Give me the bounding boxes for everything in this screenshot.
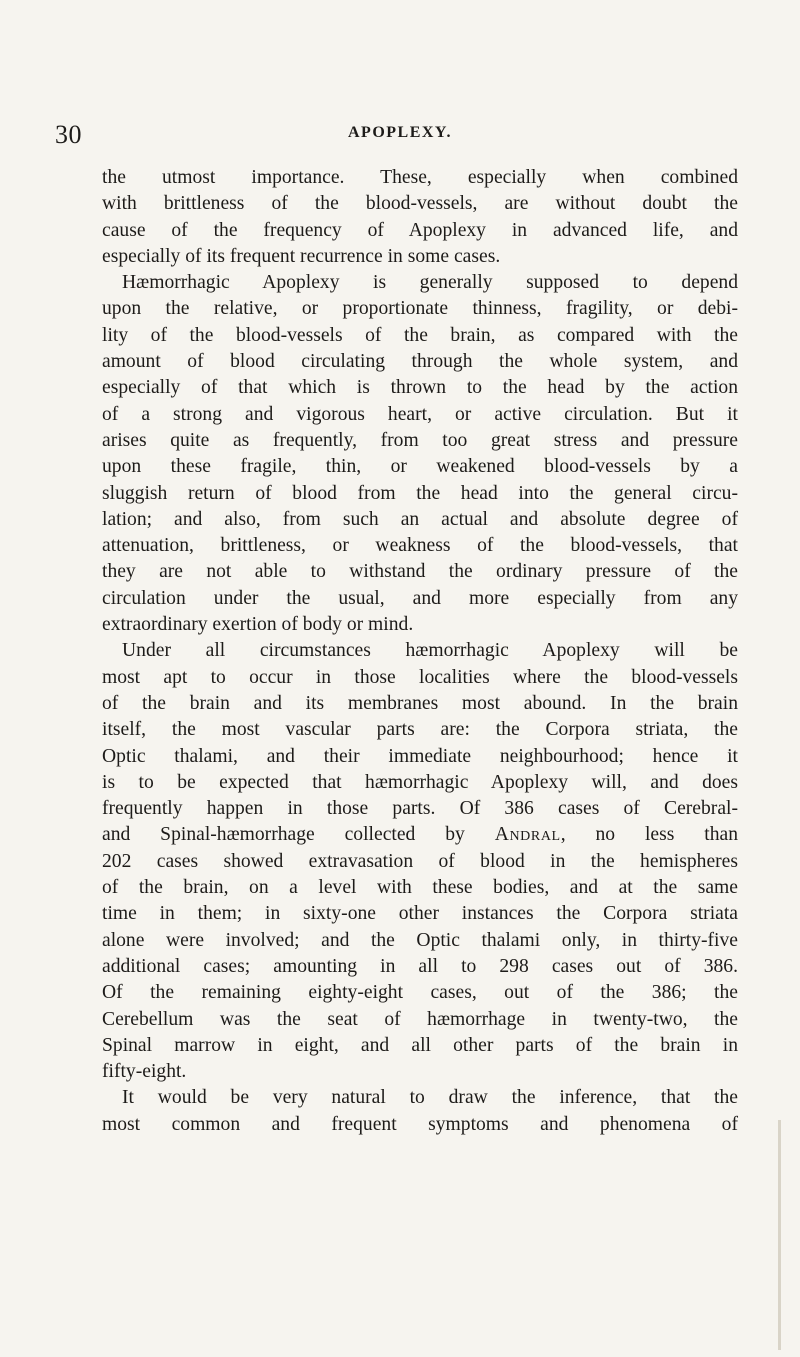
- page-header: [0, 110, 800, 150]
- text-line: 202 cases showed extravasation of blood in the hemispheres: [102, 850, 738, 872]
- text-line: of the brain and its membranes most abound. In the brain: [102, 692, 738, 714]
- text-line: the utmost importance. These, especially when combined: [102, 167, 738, 188]
- author-name: Andral: [494, 824, 561, 846]
- text-line: additional cases; amounting in all to 298 cases out of 386.: [102, 955, 738, 977]
- text-line: Optic thalami, and their immediate neighbourhood; hence it: [102, 745, 738, 767]
- text-line: upon these fragile, thin, or weakened blood-vessels by a: [102, 456, 738, 478]
- text-line: alone were involved; and the Optic thalami only, in thirty-five: [102, 929, 738, 951]
- text-line: sluggish return of blood from the head into the general circu-: [102, 482, 738, 504]
- text-line: of the brain, on a level with these bodies, and at the same: [102, 877, 738, 899]
- text-line-end: , no less than: [560, 824, 738, 846]
- text-line: Cerebellum was the seat of hæmorrhage in twenty-two, the: [102, 1008, 738, 1030]
- text-line: fifty-eight.: [102, 1061, 187, 1083]
- text-line: itself, the most vascular parts are: the Corpora striata, the: [102, 719, 738, 741]
- paragraph-start-line: Under all circumstances hæmorrhagic Apoplexy will be: [122, 640, 738, 662]
- text-line: is to be expected that hæmorrhagic Apoplexy will, and does: [102, 771, 738, 793]
- text-line: arises quite as frequently, from too great stress and pressure: [102, 429, 738, 451]
- page-number: 30: [55, 120, 82, 149]
- text-line: cause of the frequency of Apoplexy in advanced life, and: [102, 219, 738, 241]
- text-line: most apt to occur in those localities where the blood-vessels: [102, 666, 738, 688]
- body-text: [102, 165, 738, 1138]
- text-line: extraordinary exertion of body or mind.: [102, 614, 414, 636]
- text-line: circulation under the usual, and more especially from any: [102, 587, 738, 609]
- text-line-with-author: [102, 822, 738, 848]
- text-line: upon the relative, or proportionate thinness, fragility, or debi-: [102, 298, 738, 320]
- text-line: with brittleness of the blood-vessels, are without doubt the: [102, 193, 738, 215]
- text-line: frequently happen in those parts. Of 386 cases of Cerebral-: [102, 798, 738, 820]
- page-edge-shadow: [778, 1120, 781, 1350]
- text-line: lity of the blood-vessels of the brain, as compared with the: [102, 324, 738, 346]
- paragraph-start-line: Hæmorrhagic Apoplexy is generally supposed to depend: [122, 272, 738, 294]
- text-line: most common and frequent symptoms and phenomena of: [102, 1113, 738, 1135]
- text-line: time in them; in sixty-one other instances the Corpora striata: [102, 903, 738, 925]
- running-title: APOPLEXY.: [347, 124, 453, 141]
- text-line: they are not able to withstand the ordinary pressure of the: [102, 561, 738, 583]
- text-line-start: and Spinal-hæmorrhage collected by: [102, 824, 465, 846]
- paragraph-start-line: It would be very natural to draw the inference, that the: [122, 1087, 738, 1109]
- text-line: amount of blood circulating through the whole system, and: [102, 351, 738, 373]
- text-line: Spinal marrow in eight, and all other parts of the brain in: [102, 1034, 738, 1056]
- text-line: especially of that which is thrown to the head by the action: [102, 377, 738, 399]
- text-line: attenuation, brittleness, or weakness of the blood-vessels, that: [102, 535, 738, 557]
- text-line: Of the remaining eighty-eight cases, out of the 386; the: [102, 982, 738, 1004]
- text-line: lation; and also, from such an actual and absolute degree of: [102, 508, 738, 530]
- text-line: especially of its frequent recurrence in some cases.: [102, 245, 501, 267]
- text-line: of a strong and vigorous heart, or active circulation. But it: [102, 403, 738, 425]
